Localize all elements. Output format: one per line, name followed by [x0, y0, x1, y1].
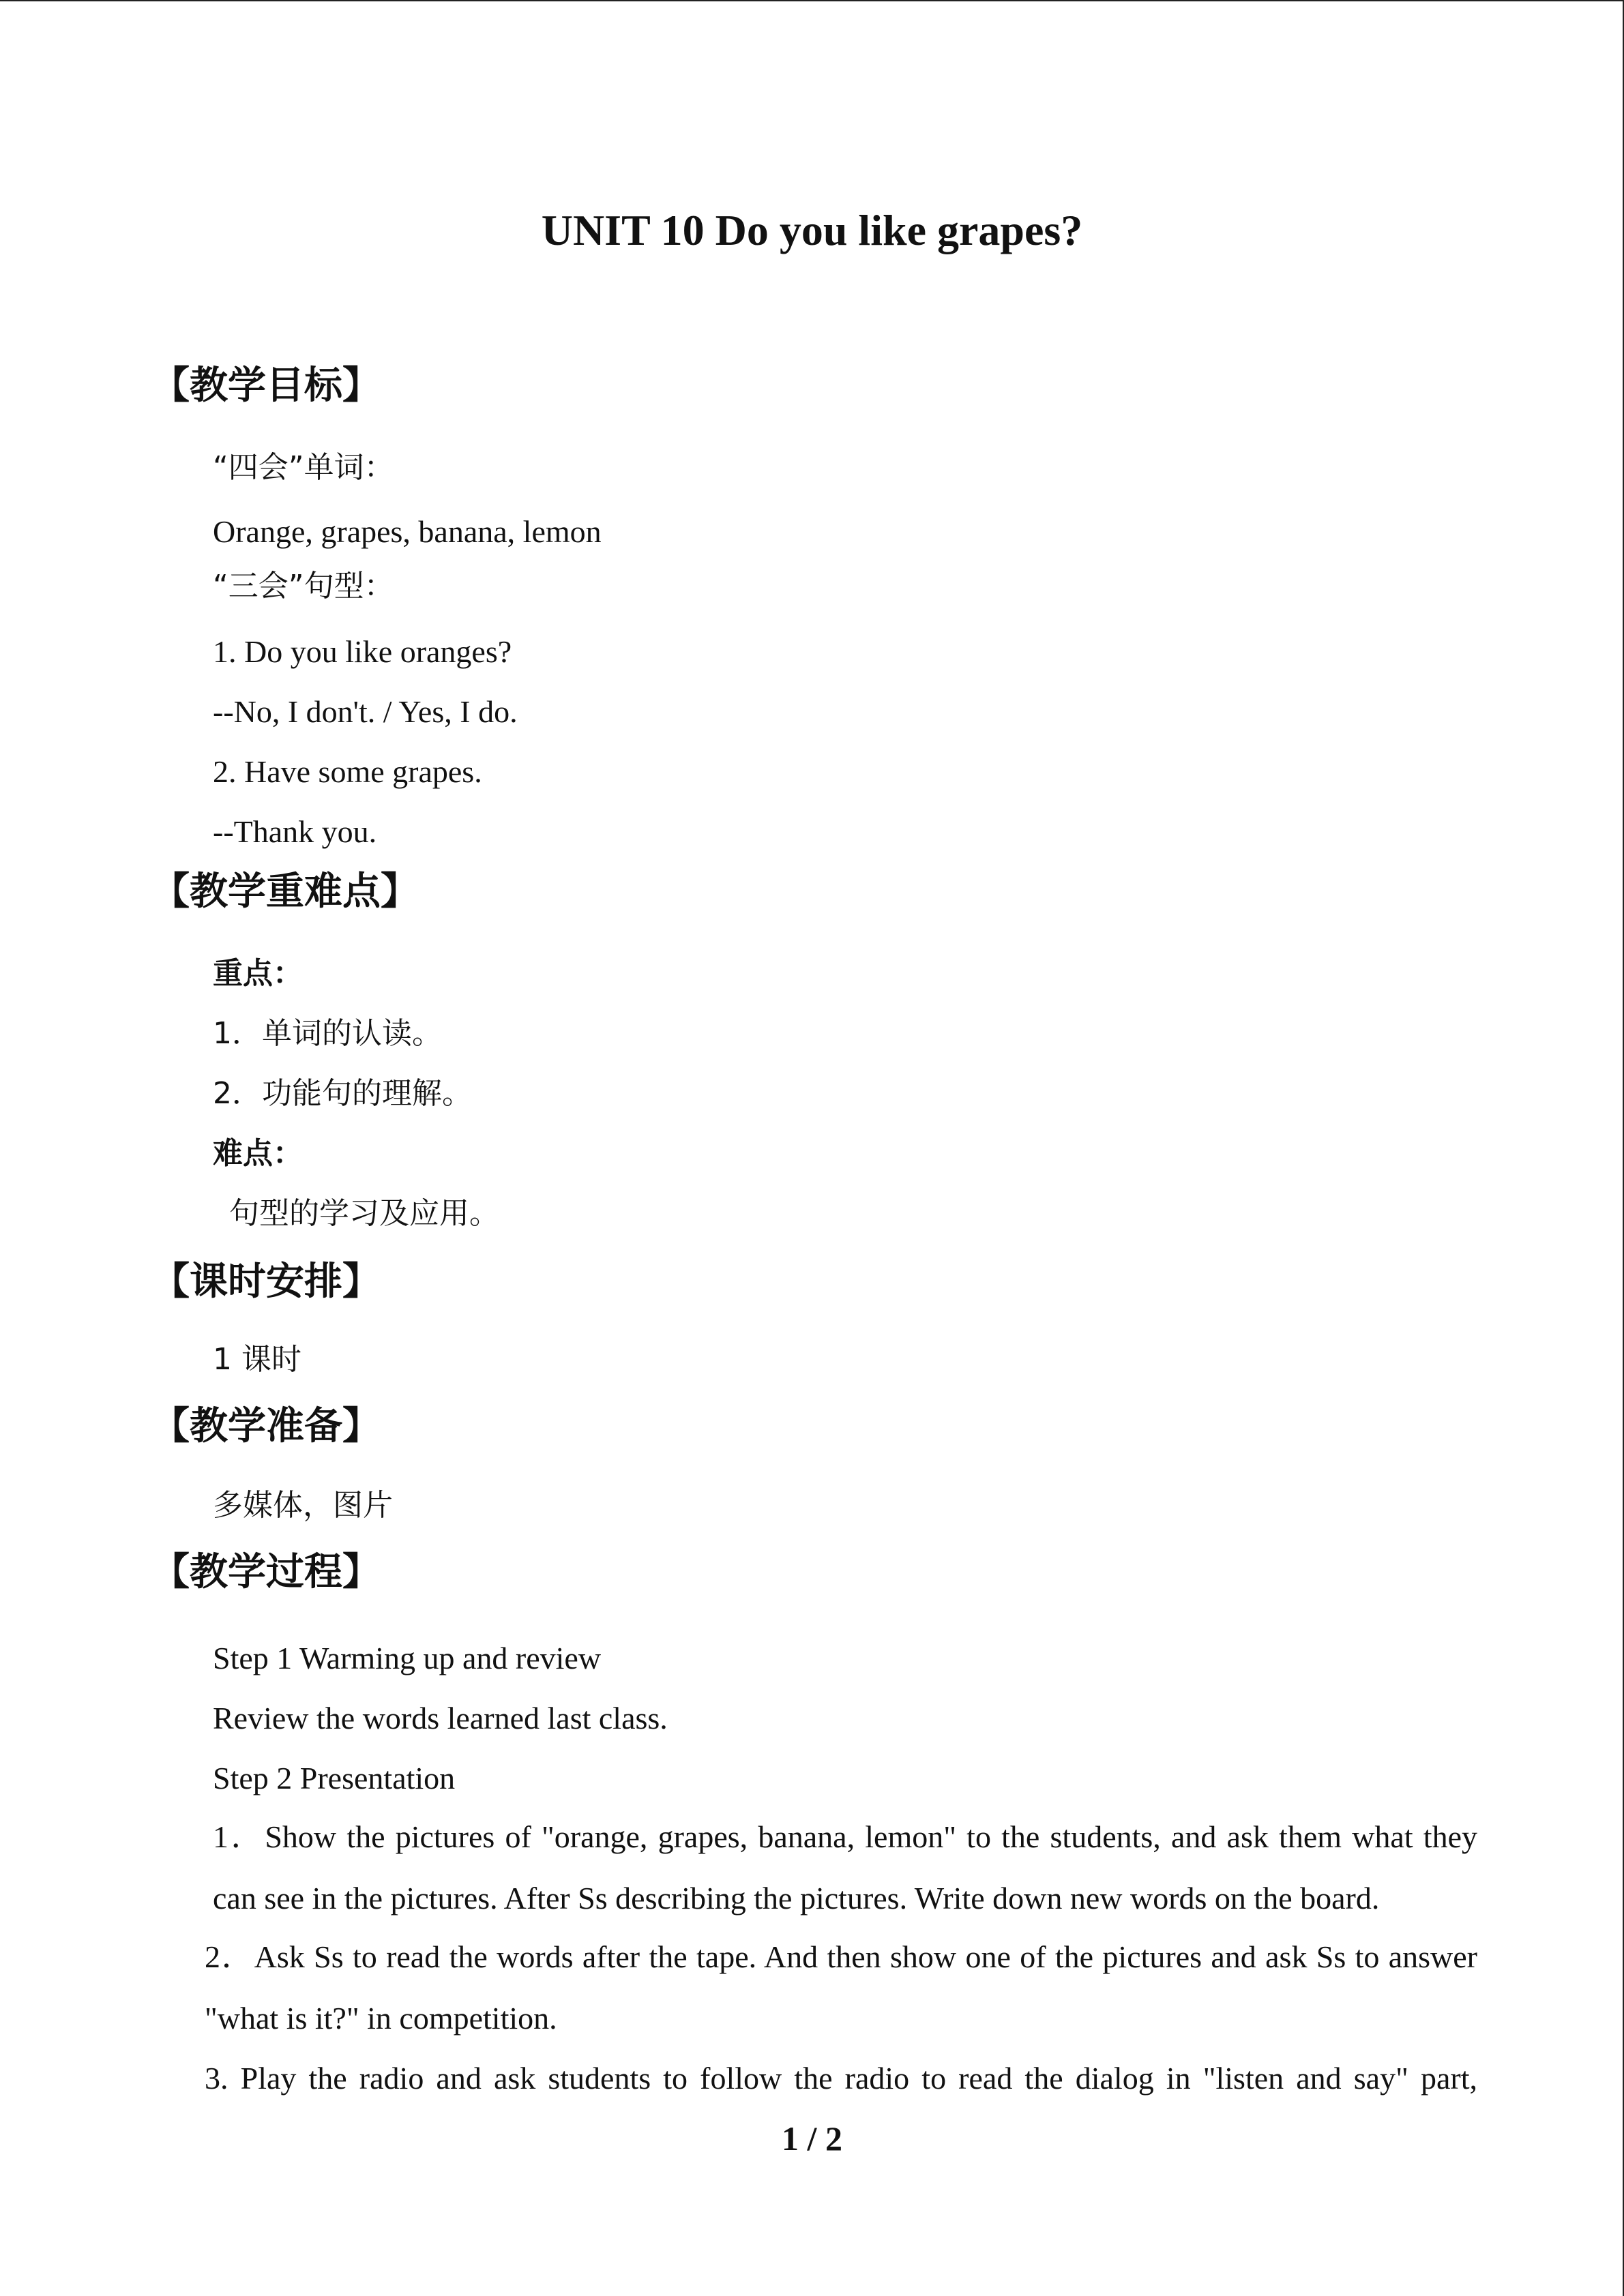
- process-item-2-line-2: "what is it?" in competition.: [205, 2001, 557, 2036]
- heading-objectives: 【教学目标】: [151, 363, 381, 408]
- heading-process: 【教学过程】: [151, 1550, 381, 1594]
- step1-title: Step 1 Warming up and review: [213, 1641, 602, 1675]
- difficult-item: 句型的学习及应用。: [229, 1196, 499, 1231]
- process-item-3-line-1: 3. Play the radio and ask students to follow the radio to read the dialog in "listen and say" part,: [205, 2061, 1477, 2096]
- vocabulary-words: Orange, grapes, banana, lemon: [213, 514, 602, 549]
- document-title: UNIT 10 Do you like grapes?: [541, 206, 1083, 254]
- sentence-line: 1. Do you like oranges?: [213, 634, 512, 669]
- process-item-2-line-1: 2．Ask Ss to read the words after the tape. And then show one of the pictures and ask Ss to answer: [205, 1939, 1477, 1974]
- heading-key-points: 【教学重难点】: [151, 869, 419, 914]
- key-item: 1．单词的认读。: [213, 1016, 442, 1051]
- three-skill-label: “三会”句型：: [213, 569, 394, 603]
- heading-preparation: 【教学准备】: [151, 1404, 381, 1448]
- step1-text: Review the words learned last class.: [213, 1701, 668, 1735]
- schedule-text: 1 课时: [213, 1342, 301, 1377]
- sentence-line: 2. Have some grapes.: [213, 754, 482, 789]
- process-item-1-line-2: can see in the pictures. After Ss describing the pictures. Write down new words on the board.: [213, 1881, 1380, 1915]
- preparation-text: 多媒体，图片: [213, 1488, 393, 1523]
- key-item: 2．功能句的理解。: [213, 1076, 472, 1111]
- heading-schedule: 【课时安排】: [151, 1259, 381, 1304]
- sentence-line: --Thank you.: [213, 814, 377, 849]
- process-item-1-line-1: 1．Show the pictures of "orange, grapes, banana, lemon" to the students, and ask them what they: [213, 1819, 1477, 1854]
- key-label: 重点：: [213, 956, 303, 991]
- difficult-label: 难点：: [213, 1136, 303, 1171]
- step2-title: Step 2 Presentation: [213, 1761, 456, 1795]
- page-number: 1 / 2: [782, 2119, 842, 2158]
- sentence-line: --No, I don't. / Yes, I do.: [213, 694, 518, 729]
- four-skill-label: “四会”单词：: [213, 450, 394, 485]
